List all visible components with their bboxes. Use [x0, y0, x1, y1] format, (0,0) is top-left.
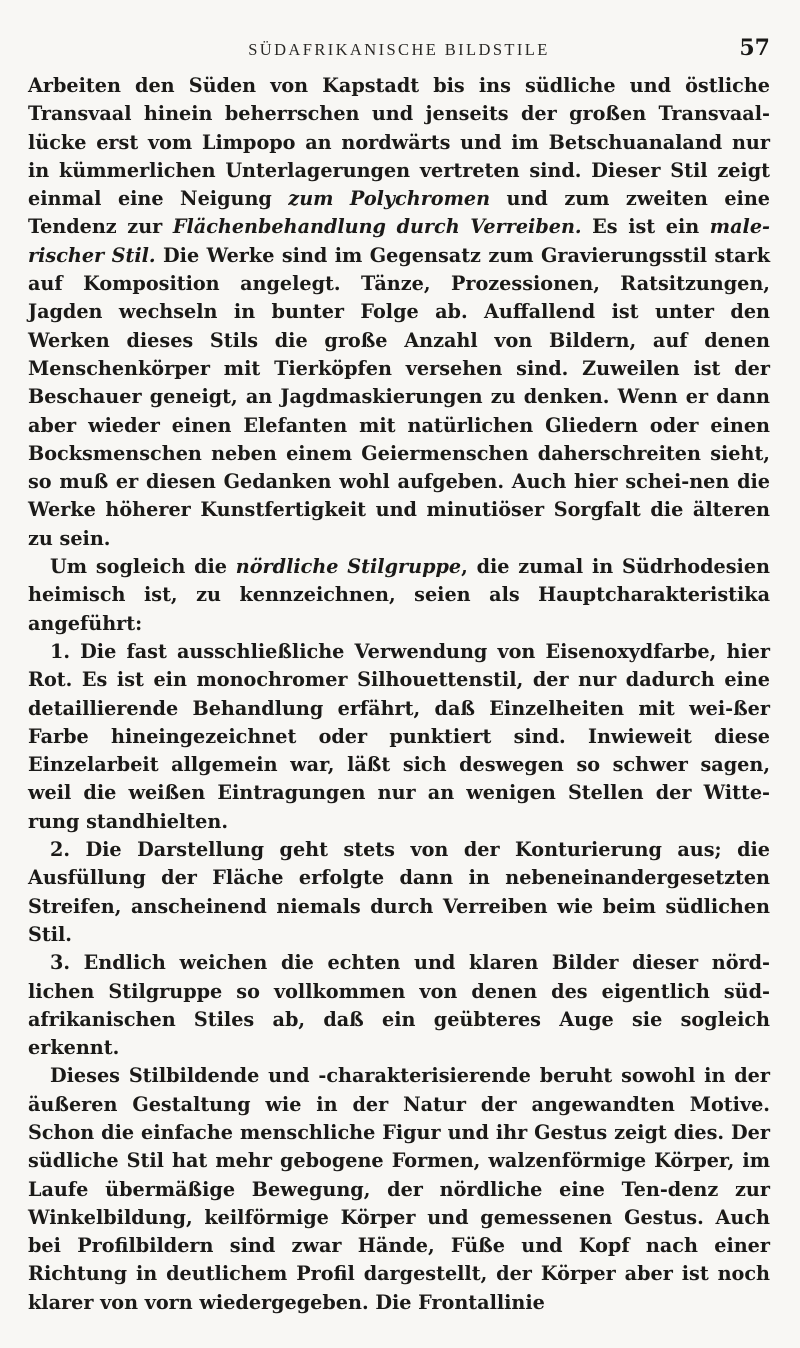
text-run: Die Werke sind im Gegensatz zum Gravierungsstil stark auf Komposition angelegt. Tänze, Prozessionen, Ratsitzungen, Jagden wechseln in bunter Folge ab. Auffallend ist unter den Werken dieses Stils die große Anzahl von Bildern, auf denen Menschenkörper mit Tierköpfen versehen sind. Zuweilen ist der Beschauer geneigt, an Jagdmaskierungen zu denken. Wenn er dann aber wieder einen Elefanten mit natürlichen Gliedern oder einen Bocksmenschen neben einem Geiermenschen daherschreiten sieht, so muß er diesen Gedanken wohl aufgeben. Auch hier schei-nen die Werke höherer Kunstfertigkeit und minutiöser Sorgfalt die älteren zu sein. — [28, 243, 770, 550]
text-run: und zum zweiten eine Tendenz zur — [28, 187, 770, 239]
body-text — [28, 72, 770, 1317]
running-head — [28, 35, 770, 68]
list-item-text: 1. Die fast ausschließliche Verwendung von Eisenoxydfarbe, hier Rot. Es ist ein monochromer Silhouettenstil, der nur dadurch eine detaillierende Behandlung erfährt, daß Einzelheiten mit wei-ßer Farbe hineingezeichnet oder punktiert sind. Inwieweit diese Einzelarbeit allgemein war, läßt sich deswegen so schwer sagen, weil die weißen Eintragungen nur an wenigen Stellen der Witte-rung standhielten. — [28, 639, 770, 833]
text-run: Dieses Stilbildende und -charakterisierende beruht sowohl in der äußeren Gestaltung wie in der Natur der angewandten Motive. Schon die einfache menschliche Figur und ihr Gestus zeigt dies. Der südliche Stil hat mehr gebogene Formen, walzenförmige Körper, im Laufe übermäßige Bewegung, der nördliche eine Ten-denz zur Winkelbildung, keilförmige Körper und gemessenen Gestus. Auch bei Profilbildern sind zwar Hände, Füße und Kopf nach einer Richtung in deutlichem Profil dargestellt, der Körper aber ist noch klarer von vorn wiedergegeben. Die Frontallinie — [28, 1064, 770, 1314]
text-run: , die zumal in Südrhodesien heimisch ist, zu kennzeichnen, seien als Hauptcharakteristika angeführt: — [28, 555, 770, 635]
italic-term-malerischer-stil: male-rischer Stil. — [28, 215, 770, 267]
paragraph-southern-style — [28, 72, 770, 553]
italic-term-flaechenbehandlung: Flächenbehandlung durch Verreiben. — [172, 215, 582, 239]
paragraph-northern-style-intro — [28, 553, 770, 638]
list-item-1 — [28, 638, 770, 836]
text-run: Arbeiten den Süden von Kapstadt bis ins südliche und östliche Transvaal hinein beherrschen und jenseits der großen Transvaal-lücke erst vom Limpopo an nordwärts und im Betschuanaland nur in kümmerlichen Unterlagerungen vertreten sind. Dieser Stil zeigt einmal eine Neigung — [28, 74, 770, 211]
list-item-2 — [28, 836, 770, 949]
list-item-text: 2. Die Darstellung geht stets von der Konturierung aus; die Ausfüllung der Fläche erfolgte dann in nebeneinandergesetzten Streifen, anscheinend niemals durch Verreiben wie beim südlichen Stil. — [28, 838, 770, 946]
list-item-text: 3. Endlich weichen die echten und klaren Bilder dieser nörd-lichen Stilgruppe so vollkommen von denen des eigentlich süd-afrikanischen Stiles ab, daß ein geübteres Auge sie sogleich erkennt. — [28, 951, 770, 1060]
text-run: Um sogleich die — [50, 555, 236, 579]
list-item-3 — [28, 949, 770, 1062]
paragraph-style-characteristics — [28, 1062, 770, 1317]
page-number: 57 — [739, 35, 770, 61]
italic-term-noerdliche-stilgruppe: nördliche Stilgruppe — [235, 555, 462, 579]
running-title: SÜDAFRIKANISCHE BILDSTILE — [248, 40, 550, 59]
text-run: Es ist ein — [581, 215, 710, 239]
italic-term-polychromen: zum Polychromen — [288, 187, 491, 211]
